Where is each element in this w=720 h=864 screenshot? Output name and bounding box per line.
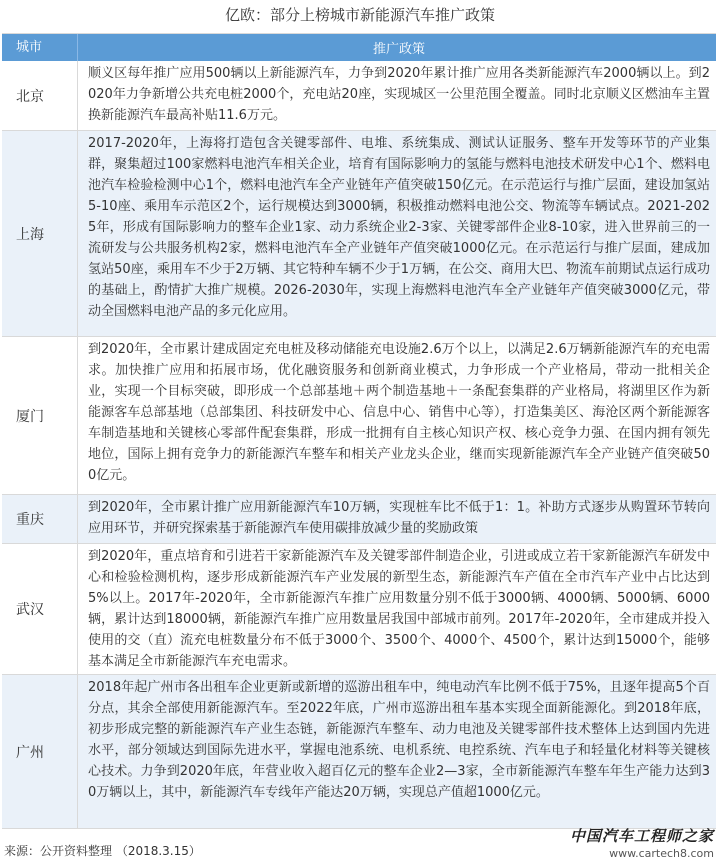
table-header-row [2,34,716,61]
watermark-url: www.cartech8.com [609,847,714,860]
city-cell: 武汉 [2,544,78,674]
table-row [2,337,716,495]
header-city: 城市 [2,34,78,61]
table-row [2,544,716,675]
watermark-name: 中国汽车工程师之家 [569,827,714,845]
table-row [2,495,716,544]
policy-cell: 2017-2020年，上海将打造包含关键零部件、电堆、系统集成、测试认证服务、整车开发等环节的产业集群，聚集超过100家燃料电池汽车相关企业，培育有国际影响力的氢能与燃料电池技术研发中心1个、燃料电池汽车检验检测中心1个，燃料电池汽车全产业链年产值突破150亿元。在示范运行与推广层面，建设加氢站5-10座、乘用车示范区2个，运行规模达到3000辆，积极推动燃料电池公交、物流等车辆试点。2021-2025年，形成有国际影响力的整车企业1家、动力系统企业2-3家、关键零部件企业8-10家，进入世界前三的一流研发与公共服务机构2家，燃料电池汽车全产业链年产值突破1000亿元。在示范运行与推广层面，建成加氢站50座，乘用车不少于2万辆、其它特种车辆不少于1万辆，在公交、商用大巴、物流车前期试点运行成功的基础上，酌情扩大推广规模。2026-2030年，实现上海燃料电池汽车全产业链年产值突破3000亿元，带动全国燃料电池产品的多元化应用。 [88,136,710,319]
policy-cell: 2018年起广州市各出租车企业更新或新增的巡游出租车中，纯电动汽车比例不低于75%，且逐年提高5个百分点，其余全部使用新能源汽车。至2022年底，广州市巡游出租车基本实现全面新能源化。到2018年底，初步形成完整的新能源汽车产业生态链，新能源汽车整车、动力电池及关键零部件技术整体上达到国内先进水平，部分领域达到国际先进水平，掌握电池系统、电机系统、电控系统、汽车电子和轻量化材料等关键核心技术。力争到2020年底，年营业收入超百亿元的整车企业2—3家，全市新能源汽车整车年生产能力达到30万辆以上，其中，新能源汽车专线年产能达20万辆，实现总产值超1000亿元。 [88,680,710,800]
city-cell: 厦门 [2,337,78,494]
watermark-logo [570,825,714,860]
policy-cell: 到2020年，全市累计建成固定充电桩及移动储能充电设施2.6万个以上，以满足2.6万辆新能源汽车的充电需求。加快推广应用和拓展市场，优化融资服务和创新商业模式，力争形成一个产业格局，带动一批相关企业，实现一个目标突破，即形成一个总部基地＋两个制造基地＋一条配套集群的产业格局，将湖里区作为新能源客车总部基地（总部集团、科技研发中心、信息中心、销售中心等），打造集美区、海沧区两个新能源客车制造基地和关键核心零部件配套集群，形成一批拥有自主核心知识产权、核心竞争力强、在国内拥有领先地位，国际上拥有竞争力的新能源汽车整车和相关产业龙头企业，继而实现新能源汽车全产业链产值突破500亿元。 [88,342,710,483]
header-policy: 推广政策 [372,42,425,57]
policy-cell: 到2020年，全市累计推广应用新能源汽车10万辆，实现桩车比不低于1：1。补助方式逐步从购置环节转向应用环节，并研究探索基于新能源汽车使用碳排放减少量的奖励政策 [88,500,710,536]
city-cell: 上海 [2,131,78,336]
table-row [2,131,716,337]
page-title: 亿欧：部分上榜城市新能源汽车推广政策 [224,6,495,24]
city-cell: 北京 [2,61,78,130]
policy-table [2,33,716,829]
table-row [2,61,716,131]
policy-cell: 到2020年，重点培育和引进若干家新能源汽车及关键零部件制造企业，引进或成立若干家新能源汽车研发中心和检验检测机构，逐步形成新能源汽车产业发展的新型生态，新能源汽车产值在全市汽车产业中占比达到5%以上。2017年-2020年，全市新能源汽车推广应用数量分别不低于3000辆、4000辆、5000辆、6000辆，累计达到18000辆，新能源汽车推广应用数量居我国中部城市前列。2017年-2020年，全市建成并投入使用的交（直）流充电桩数量分布不低于3000个、3500个、4000个、4500个，累计达到15000个，能够基本满足全市新能源汽车充电需求。 [88,549,710,669]
city-cell: 重庆 [2,495,78,543]
source-note: 来源：公开资料整理 （2018.3.15） [4,844,201,858]
table-row [2,675,716,829]
policy-cell: 顺义区每年推广应用500辆以上新能源汽车，力争到2020年累计推广应用各类新能源汽车2000辆以上。到2020年力争新增公共充电桩2000个，充电站20座，实现城区一公里范围全覆盖。同时北京顺义区燃油车主置换新能源汽车最高补贴11.6万元。 [88,66,710,123]
city-cell: 广州 [2,675,78,828]
